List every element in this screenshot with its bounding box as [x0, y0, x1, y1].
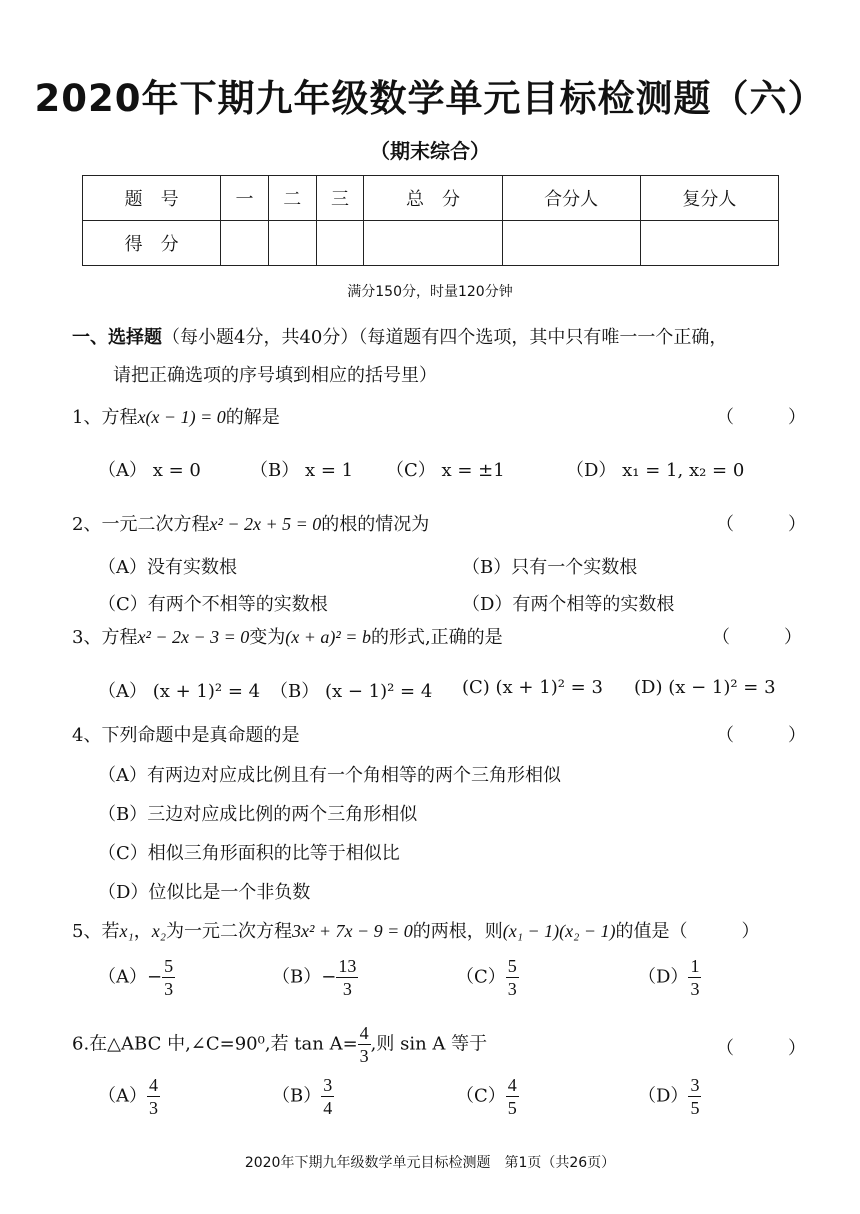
fraction — [506, 1074, 519, 1119]
page-footer: 2020年下期九年级数学单元目标检测题 第1页（共26页） — [244, 1155, 616, 1171]
option-d: （D） x₁ = 1, x₂ = 0 — [566, 460, 745, 481]
score-header-cell: 复分人 — [640, 176, 778, 221]
question-4: 4、下列命题中是真命题的是 — [72, 725, 300, 746]
option-a: （A）有两边对应成比例且有一个角相等的两个三角形相似 — [98, 765, 561, 786]
score-table — [82, 175, 779, 266]
question-text: ,则 sin A 等于 — [370, 1033, 488, 1055]
option-b: （B） (x − 1)² = 4 — [270, 681, 433, 702]
question-text: 的根的情况为 — [321, 514, 430, 535]
answer-bracket[interactable]: （ ） — [716, 407, 806, 428]
fraction — [162, 955, 175, 1000]
denominator: 3 — [690, 979, 700, 999]
score-header-cell: 一 — [221, 176, 269, 221]
fraction — [147, 1074, 160, 1119]
option-a: （A）没有实数根 — [98, 557, 237, 578]
section-instructions: （每小题4分，共40分）（每道题有四个选项，其中只有唯一一个正确， — [162, 327, 728, 348]
section-heading — [72, 323, 727, 349]
score-cell[interactable] — [316, 221, 364, 266]
fraction — [321, 1074, 334, 1119]
denominator: 3 — [359, 1046, 369, 1066]
question-text: 的形式,正确的是 — [370, 627, 503, 648]
option-c: (C) (x + 1)² = 3 — [462, 677, 603, 698]
option-c — [456, 955, 519, 1000]
variable: x₁ — [119, 921, 134, 941]
score-cell[interactable] — [221, 221, 269, 266]
option-d: (D) (x − 1)² = 3 — [634, 677, 776, 698]
score-header-cell: 总 分 — [364, 176, 502, 221]
fraction — [358, 1022, 371, 1067]
question-text: 6.在△ABC 中,∠C=90⁰,若 tan A= — [72, 1033, 358, 1055]
question-text: 3、方程 — [72, 627, 138, 648]
option-label: （D） — [638, 1085, 689, 1107]
option-a: （A） (x + 1)² = 4 — [98, 681, 261, 702]
option-b: （B）三边对应成比例的两个三角形相似 — [98, 804, 418, 825]
numerator: 5 — [164, 956, 174, 976]
numerator: 3 — [323, 1075, 333, 1095]
answer-bracket[interactable]: （ ） — [716, 514, 806, 535]
option-d: （D）位似比是一个非负数 — [98, 882, 311, 903]
question-5 — [72, 917, 760, 943]
option-b: （B） x = 1 — [250, 460, 354, 481]
option-a — [98, 955, 175, 1000]
page-subtitle: （期末综合） — [370, 139, 490, 163]
option-label: （B） — [272, 1085, 322, 1107]
option-label: （B） — [272, 966, 322, 988]
numerator: 1 — [690, 956, 700, 976]
question-text: 变为 — [249, 627, 286, 648]
exam-note: 满分150分，时量120分钟 — [347, 284, 513, 300]
score-header-cell: 合分人 — [502, 176, 640, 221]
option-label: （C） — [456, 966, 506, 988]
option-a: （A） x = 0 — [98, 460, 201, 481]
question-6 — [72, 1022, 487, 1067]
option-b — [272, 1074, 334, 1119]
question-text: ， — [133, 921, 152, 942]
denominator: 3 — [507, 979, 517, 999]
sign: − — [321, 966, 337, 988]
option-a — [98, 1074, 160, 1119]
score-header-cell: 三 — [316, 176, 364, 221]
equation: x² − 2x + 5 = 0 — [209, 514, 322, 534]
option-c: （C） x = ±1 — [386, 460, 505, 481]
option-b — [272, 955, 358, 1000]
denominator: 4 — [323, 1098, 333, 1118]
answer-bracket[interactable]: （ ） — [712, 627, 802, 648]
variable: x₂ — [151, 921, 166, 941]
option-b: （B）只有一个实数根 — [462, 557, 638, 578]
score-cell[interactable] — [502, 221, 640, 266]
denominator: 3 — [164, 979, 174, 999]
score-cell[interactable] — [268, 221, 316, 266]
score-cell[interactable] — [364, 221, 502, 266]
numerator: 4 — [359, 1023, 369, 1043]
option-label: （C） — [456, 1085, 506, 1107]
denominator: 5 — [507, 1098, 517, 1118]
option-label: （A） — [98, 1085, 147, 1107]
numerator: 3 — [690, 1075, 700, 1095]
question-text: 为一元二次方程 — [165, 921, 292, 942]
question-3 — [72, 623, 503, 649]
sign: − — [147, 966, 163, 988]
question-text[interactable]: 的值是（ ） — [615, 921, 760, 942]
denominator: 3 — [149, 1098, 158, 1118]
option-label: （A） — [98, 966, 147, 988]
score-table-header-row — [83, 176, 779, 221]
option-d — [638, 955, 701, 1000]
question-1 — [72, 403, 280, 429]
option-c: （C）相似三角形面积的比等于相似比 — [98, 843, 400, 864]
fraction — [688, 1074, 701, 1119]
numerator: 5 — [507, 956, 517, 976]
numerator: 13 — [338, 956, 357, 976]
denominator: 3 — [342, 979, 352, 999]
score-row-label: 得 分 — [83, 221, 221, 266]
option-d: （D）有两个相等的实数根 — [462, 594, 675, 615]
question-text: 1、方程 — [72, 407, 138, 428]
equation: x(x − 1) = 0 — [137, 407, 226, 427]
section-instructions-line2: 请把正确选项的序号填到相应的括号里） — [113, 365, 437, 386]
question-text: 2、一元二次方程 — [72, 514, 210, 535]
numerator: 4 — [507, 1075, 517, 1095]
denominator: 5 — [690, 1098, 700, 1118]
equation: (x + a)² = b — [285, 627, 371, 647]
option-c — [456, 1074, 519, 1119]
question-text: 的解是 — [225, 407, 280, 428]
option-c: （C）有两个不相等的实数根 — [98, 594, 328, 615]
option-label: （D） — [638, 966, 689, 988]
equation: x² − 2x − 3 = 0 — [137, 627, 250, 647]
option-d — [638, 1074, 701, 1119]
score-table-score-row — [83, 221, 779, 266]
numerator: 4 — [149, 1075, 158, 1095]
fraction — [336, 955, 358, 1000]
score-header-cell: 题 号 — [83, 176, 221, 221]
question-text: 的两根，则 — [412, 921, 503, 942]
equation: 3x² + 7x − 9 = 0 — [291, 921, 413, 941]
fraction — [506, 955, 519, 1000]
answer-bracket[interactable]: （ ） — [716, 725, 806, 746]
section-title: 一、选择题 — [72, 327, 162, 348]
score-cell[interactable] — [640, 221, 778, 266]
fraction — [688, 955, 701, 1000]
score-header-cell: 二 — [268, 176, 316, 221]
question-text: 5、若 — [72, 921, 120, 942]
equation: (x₁ − 1)(x₂ − 1) — [502, 921, 616, 941]
answer-bracket[interactable]: （ ） — [716, 1038, 806, 1059]
question-2 — [72, 510, 429, 536]
page-title: 2020年下期九年级数学单元目标检测题（六） — [34, 77, 826, 120]
